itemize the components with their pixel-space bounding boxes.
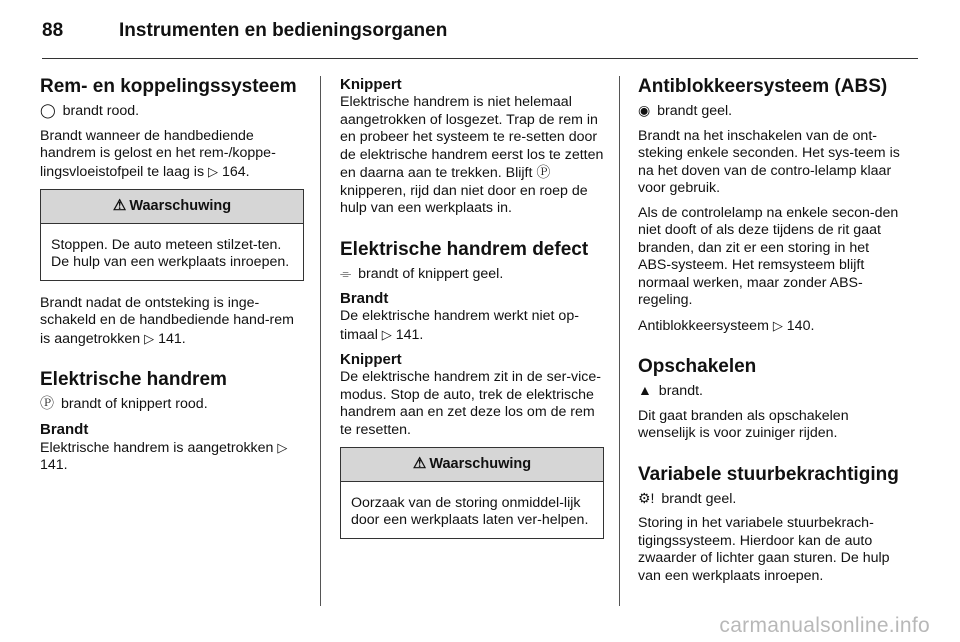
warning-triangle-icon: ⚠ [112, 197, 127, 214]
warning-header-1: ⚠ Waarschuwing [41, 190, 303, 224]
steering-paragraph: Storing in het variabele stuurbekrach-tigingssysteem. Hierdoor kan de auto zwaarder of lichter gaan sturen. De hulp van een werkplaats inroepen. [638, 515, 890, 584]
page-ref-arrow-icon: ▷ [144, 330, 155, 346]
subheading-brandt-2: Brandt [340, 290, 389, 307]
page-ref-arrow-icon: ▷ [381, 326, 392, 342]
subheading-knippert: Knippert [340, 76, 402, 93]
abs-paragraph-1: Brandt na het inschakelen van de ont-steking enkele seconden. Het sys-teem is na het doven van de contro-lelamp klaar voor gebruik. [638, 127, 900, 196]
defect-brandt-paragraph: De elektrische handrem werkt niet op-timaal ▷ 141. [340, 308, 579, 343]
column-2 [340, 76, 604, 553]
section-heading-abs: Antiblokkeersysteem (ABS) [638, 76, 888, 97]
brandt-paragraph: Elektrische handrem is aangetrokken ▷ 141. [40, 439, 288, 473]
section-heading-brake-clutch: Rem- en koppelingssysteem [40, 76, 297, 97]
brake-status-line: ◯ brandt rood. [40, 102, 140, 119]
abs-status-line: ◉ brandt geel. [638, 102, 733, 119]
section-heading-power-steering: Variabele stuurbekrachtiging [638, 463, 899, 485]
abs-paragraph-2: Als de controlelamp na enkele secon-den niet dooft of als deze tijdens de rit gaat branden, dan zit er een storing in het ABS-systeem. Het remsysteem blijft normaal werken, maar zonder ABS-regeling. [638, 204, 899, 308]
warning-box-2 [340, 447, 604, 539]
warning-body-1: Stoppen. De auto meteen stilzet-ten. De hulp van een werkplaats inroepen. [51, 236, 290, 270]
steering-status-line: ⚙! brandt geel. [638, 489, 737, 507]
warning-triangle-icon: ⚠ [412, 455, 427, 472]
subheading-brandt: Brandt [40, 420, 89, 438]
brake-paragraph-2: Brandt nadat de ontsteking is inge-schakeld en de handbediende hand-rem is aangetrokken ▷ 141. [40, 294, 294, 347]
parking-brake-icon: Ⓟ [536, 164, 551, 180]
abs-ref-paragraph: Antiblokkeersysteem ▷ 140. [638, 317, 815, 334]
column-3 [638, 76, 904, 592]
warning-body-2: Oorzaak van de storing onmiddel-lijk door een werkplaats laten ver-helpen. [351, 494, 589, 528]
header-rule [42, 58, 918, 59]
page-ref-arrow-icon: ▷ [772, 317, 783, 333]
section-heading-electric-brake: Elektrische handrem [40, 369, 227, 390]
brake-paragraph: Brandt wanneer de handbediende handrem is gelost en het rem-/koppe-lingsvloeistofpeil te laag is ▷ 164. [40, 127, 276, 180]
upshift-status-line: ▲ brandt. [638, 382, 703, 399]
watermark: carmanualsonline.info [719, 614, 930, 637]
electric-brake-status-line: Ⓟ brandt of knippert rood. [40, 395, 208, 412]
abs-icon: ◉ [638, 102, 651, 118]
knippert-paragraph: Elektrische handrem is niet helemaal aangetrokken of losgezet. Trap de rem in en probeer het systeem te re-setten door de elektrische handrem eerst los te zetten en daarna aan te trekken. Blijft Ⓟ knipperen, rijd dan niet door en roep de hulp van een werkplaats in. [340, 94, 604, 216]
page-number: 88 [42, 20, 64, 41]
column-divider-2 [619, 76, 620, 606]
warning-box-1 [40, 189, 304, 281]
steering-wheel-warning-icon: ⚙! [638, 489, 655, 506]
column-1 [40, 76, 304, 482]
upshift-paragraph: Dit gaat branden als opschakelen wenselijk is voor zuiniger rijden. [638, 407, 849, 441]
brake-fault-icon: ⌯ [340, 264, 352, 281]
defect-knippert-paragraph: De elektrische handrem zit in de ser-vice-modus. Stop de auto, trek de elektrische handrem aan en zet deze los om de rem te resetten. [340, 369, 601, 438]
subheading-knippert-2: Knippert [340, 351, 402, 368]
section-heading-upshift: Opschakelen [638, 356, 757, 377]
column-divider-1 [320, 76, 321, 606]
page-ref-arrow-icon: ▷ [277, 439, 288, 455]
page-header [42, 18, 918, 48]
chapter-title: Instrumenten en bedieningsorganen [119, 20, 448, 41]
warning-header-2: ⚠ Waarschuwing [341, 448, 603, 482]
upshift-arrow-icon: ▲ [638, 382, 652, 398]
parking-brake-icon: Ⓟ [40, 395, 54, 411]
defect-status-line: ⌯ brandt of knippert geel. [340, 264, 504, 282]
page-ref-arrow-icon: ▷ [207, 163, 218, 179]
brake-warning-icon: ◯ [40, 102, 56, 118]
section-heading-electric-brake-defect: Elektrische handrem defect [340, 238, 589, 260]
